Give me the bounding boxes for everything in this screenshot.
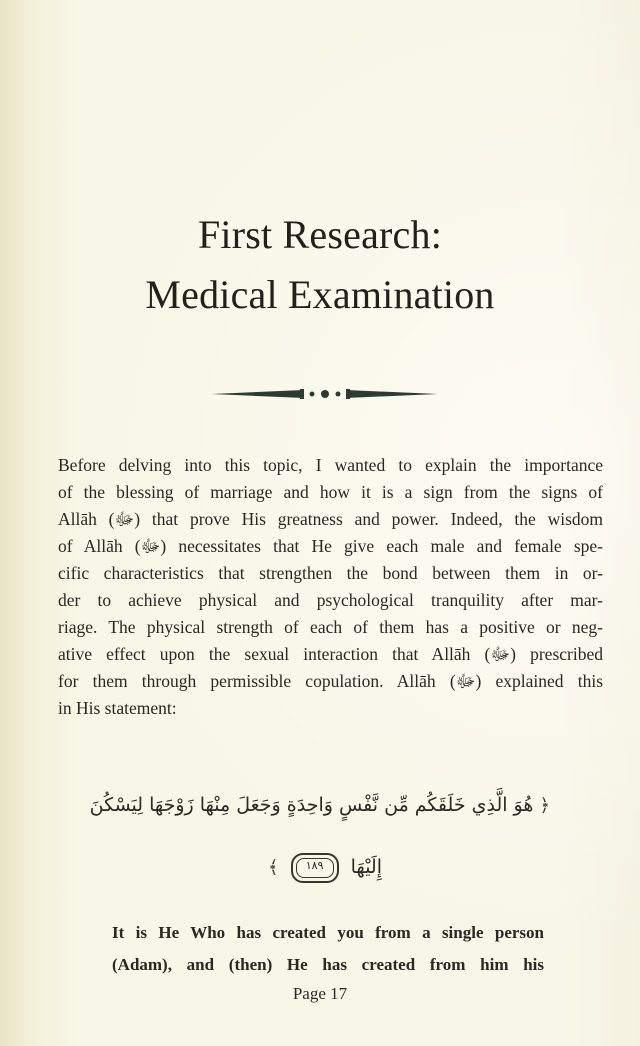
verse-translation — [112, 917, 544, 981]
verse-text: إِلَيْهَا — [350, 856, 382, 878]
body-line: Allāh (ﷻ) that prove His greatness and power. Indeed, the wisdom — [58, 509, 603, 529]
ayah-number-badge: ١٨٩ — [291, 853, 339, 883]
ornament-divider — [212, 384, 438, 404]
verse-text: هُوَ الَّذِي خَلَقَكُم مِّن نَّفْسٍ وَاحِدَةٍ وَجَعَلَ مِنْهَا زَوْجَهَا لِيَسْكُنَ — [89, 794, 534, 816]
page-number: Page 17 — [292, 984, 348, 1003]
body-line: of the blessing of marriage and how it is a sign from the signs of — [58, 482, 603, 502]
translation-line: It is He Who has created you from a single person — [112, 923, 544, 942]
body-paragraph — [58, 452, 603, 722]
chapter-title-line-1: First Research: — [197, 212, 443, 257]
body-line: cific characteristics that strengthen the bond between them in or- — [58, 563, 603, 583]
quran-verse-line-2 — [260, 852, 390, 883]
body-line: for them through permissible copulation. Allāh (ﷻ) explained this — [58, 671, 604, 691]
ornate-bracket-open: ﴿ — [539, 795, 550, 816]
body-line: Before delving into this topic, I wanted to explain the importance — [58, 455, 603, 475]
quran-verse-line-1 — [89, 790, 550, 821]
ornate-bracket-close: ﴾ — [268, 857, 279, 878]
body-line: of Allāh (ﷻ) necessitates that He give each male and female spe- — [58, 536, 604, 556]
body-line: riage. The physical strength of each of them has a positive or neg- — [58, 617, 603, 637]
translation-line: (Adam), and (then) He has created from him his — [112, 955, 544, 974]
body-line: in His statement: — [58, 698, 177, 718]
body-line: der to achieve physical and psychological tranquility after mar- — [58, 590, 603, 610]
chapter-title — [0, 205, 640, 325]
chapter-title-line-2: Medical Examination — [145, 272, 495, 317]
body-line: ative effect upon the sexual interaction that Allāh (ﷻ) prescribed — [58, 644, 603, 664]
